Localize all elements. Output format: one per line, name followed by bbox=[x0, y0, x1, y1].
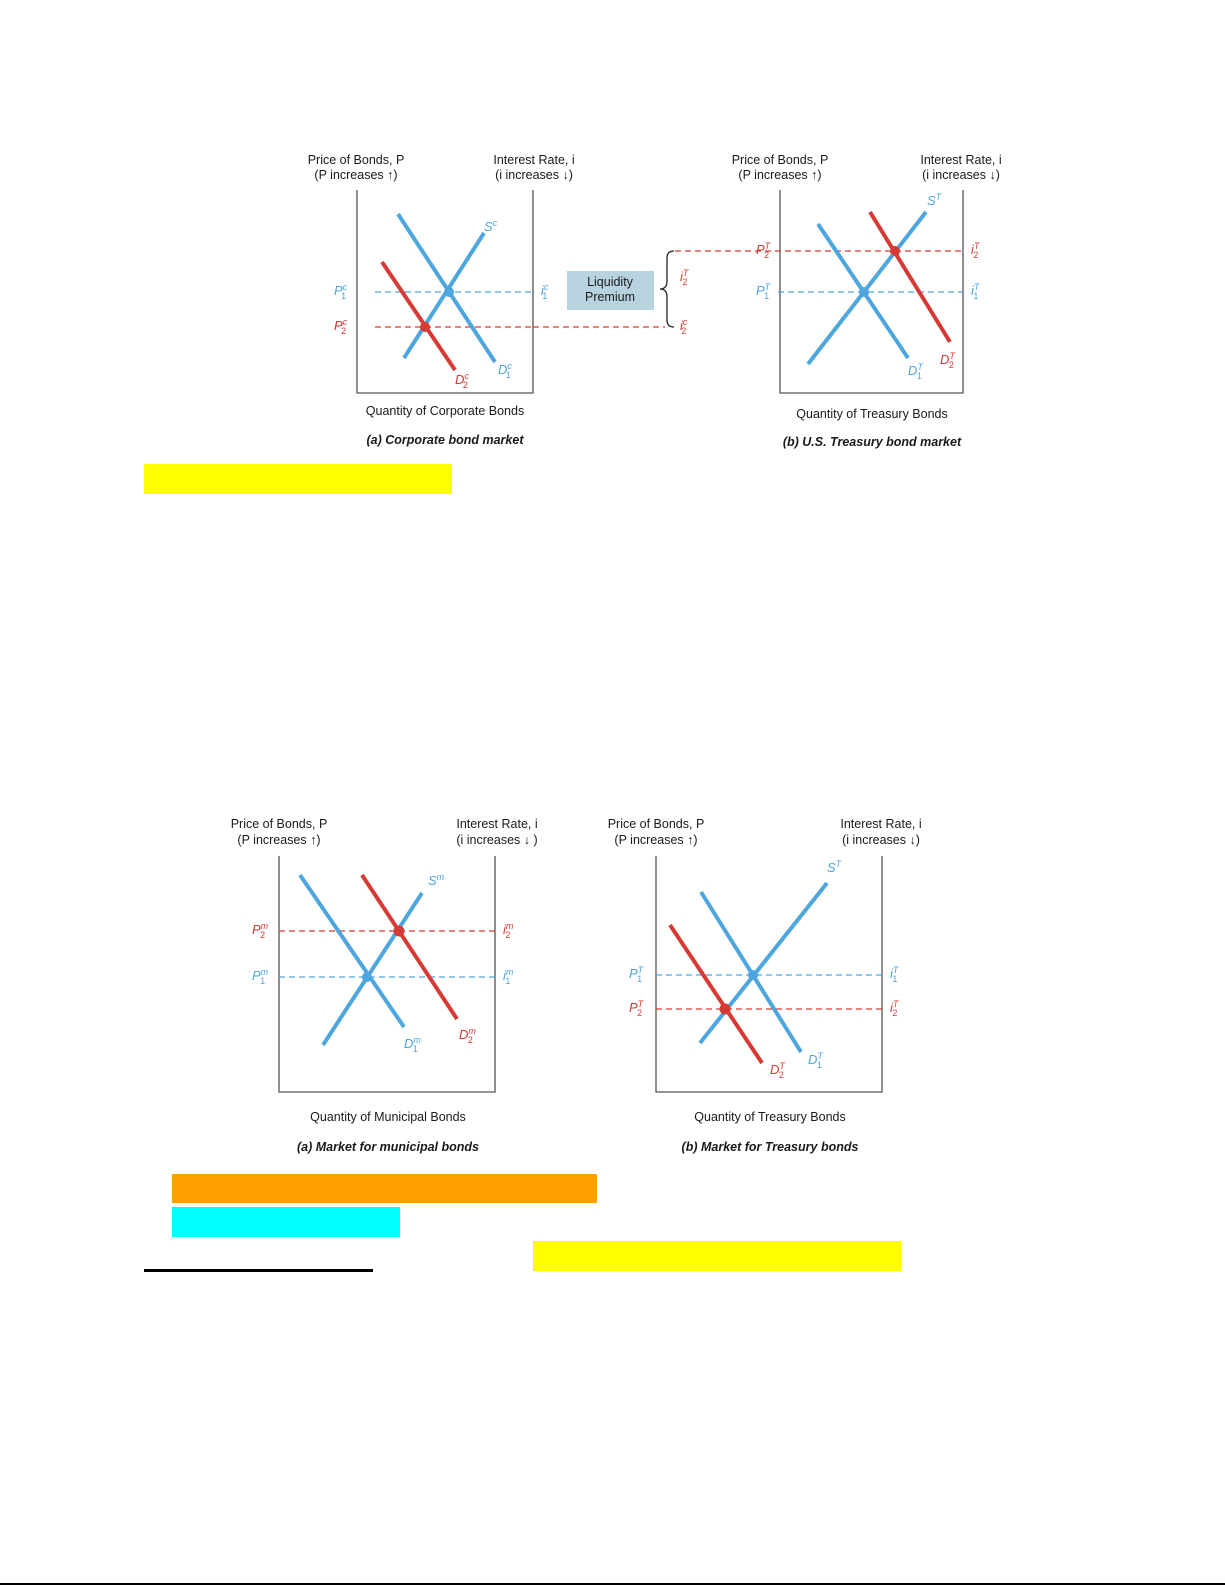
rate-axis-sublabel: (i increases ↓ ) bbox=[456, 833, 538, 847]
rate-axis-label: Interest Rate, i bbox=[920, 153, 1002, 167]
rate-level-i2-label: $i^T$ 2 bbox=[890, 999, 899, 1018]
quantity-axis-label: Quantity of Municipal Bonds bbox=[310, 1110, 466, 1124]
liquidity-premium-annotation bbox=[567, 251, 690, 336]
price-axis-label: Price of Bonds, P bbox=[731, 153, 829, 167]
rate-level-i2-label: $i^m$ 2 bbox=[503, 921, 514, 940]
highlight-bar-yellow-2 bbox=[533, 1241, 901, 1271]
figure-caption: (b) Market for Treasury bonds bbox=[681, 1140, 859, 1154]
demand-d1-label: $D^T$ 1 bbox=[908, 362, 923, 381]
supply-curve-label: $S^T$ bbox=[827, 859, 842, 875]
demand-d1-label: $D^m$ 1 bbox=[404, 1035, 421, 1054]
treasury-bond-market-diagram-b bbox=[608, 817, 922, 1154]
underline-rule bbox=[144, 1269, 373, 1272]
rate-level-i2-label: $i^T$ 2 bbox=[971, 241, 980, 260]
demand-d1-label: $D^c$ 1 bbox=[498, 361, 512, 380]
price-axis-label: Price of Bonds, P bbox=[607, 817, 705, 831]
brace-i2t-label: $i^T$ 2 bbox=[680, 268, 689, 287]
demand-d2-label: $D^m$ 2 bbox=[459, 1026, 476, 1045]
equilibrium-point-1 bbox=[362, 972, 372, 982]
highlight-bar-cyan bbox=[172, 1207, 400, 1237]
supply-curve-label: $S^T$ bbox=[927, 192, 942, 208]
price-axis-sublabel: (P increases ↑) bbox=[314, 168, 398, 182]
liquidity-premium-line2: Premium bbox=[584, 290, 636, 304]
rate-level-i1-label: $i^T$ 1 bbox=[971, 282, 980, 301]
supply-curve-s bbox=[404, 233, 484, 358]
rate-level-i1-label: $i^c$ 1 bbox=[541, 282, 549, 301]
demand-curve-d2 bbox=[382, 262, 455, 370]
rate-axis-label: Interest Rate, i bbox=[493, 153, 575, 167]
plot-frame bbox=[656, 856, 882, 1092]
demand-curve-d2 bbox=[670, 925, 762, 1063]
figure-caption: (a) Market for municipal bonds bbox=[297, 1140, 479, 1154]
figure-caption: (a) Corporate bond market bbox=[366, 433, 524, 447]
rate-level-i1-label: $i^T$ 1 bbox=[890, 965, 899, 984]
demand-curve-d2 bbox=[362, 875, 457, 1019]
quantity-axis-label: Quantity of Treasury Bonds bbox=[694, 1110, 846, 1124]
brace-i2c-label: $i^c$ 2 bbox=[680, 317, 688, 336]
demand-d2-label: $D^T$ 2 bbox=[940, 351, 955, 370]
demand-d2-label: $D^c$ 2 bbox=[455, 371, 469, 390]
quantity-axis-label: Quantity of Corporate Bonds bbox=[365, 404, 525, 418]
rate-axis-label: Interest Rate, i bbox=[456, 817, 538, 831]
supply-curve-s bbox=[700, 883, 827, 1043]
equilibrium-point-1 bbox=[748, 970, 758, 980]
demand-d2-label: $D^T$ 2 bbox=[770, 1061, 785, 1080]
treasury-bond-market-diagram bbox=[675, 153, 1002, 449]
price-axis-sublabel: (P increases ↑) bbox=[738, 168, 822, 182]
price-axis-sublabel: (P increases ↑) bbox=[614, 833, 698, 847]
price-level-p2-label: $P^c$ 2 bbox=[334, 317, 348, 336]
equilibrium-point-2 bbox=[394, 926, 405, 937]
price-level-p2-label: $P^T$ 2 bbox=[629, 999, 644, 1018]
rate-axis-sublabel: (i increases ↓) bbox=[495, 168, 573, 182]
supply-curve-label: $S^c$ bbox=[484, 218, 498, 234]
municipal-bond-market-diagram bbox=[231, 817, 538, 1154]
rate-level-i1-label: $i^m$ 1 bbox=[503, 967, 514, 986]
price-level-p1-label: $P^c$ 1 bbox=[334, 282, 348, 301]
supply-curve-label: $S^m$ bbox=[428, 872, 445, 888]
figure-caption: (b) U.S. Treasury bond market bbox=[782, 435, 962, 449]
equilibrium-point-2 bbox=[420, 322, 430, 332]
equilibrium-point-1 bbox=[444, 287, 454, 297]
equilibrium-point-2 bbox=[890, 246, 900, 256]
quantity-axis-label: Quantity of Treasury Bonds bbox=[796, 407, 948, 421]
rate-axis-sublabel: (i increases ↓) bbox=[842, 833, 920, 847]
demand-d1-label: $D^T$ 1 bbox=[808, 1051, 823, 1070]
price-level-p1-label: $P^T$ 1 bbox=[756, 282, 771, 301]
price-axis-sublabel: (P increases ↑) bbox=[237, 833, 321, 847]
price-level-p2-label: $P^m$ 2 bbox=[252, 921, 269, 940]
price-axis-label: Price of Bonds, P bbox=[230, 817, 328, 831]
rate-axis-label: Interest Rate, i bbox=[840, 817, 922, 831]
supply-curve-s bbox=[323, 893, 422, 1045]
brace-icon bbox=[660, 251, 674, 327]
rate-axis-sublabel: (i increases ↓) bbox=[922, 168, 1000, 182]
price-level-p1-label: $P^m$ 1 bbox=[252, 967, 269, 986]
price-level-p1-label: $P^T$ 1 bbox=[629, 965, 644, 984]
highlight-bar-yellow bbox=[144, 464, 452, 494]
equilibrium-point-1 bbox=[859, 287, 869, 297]
equilibrium-point-2 bbox=[720, 1004, 731, 1015]
demand-curve-d1 bbox=[300, 875, 404, 1027]
highlight-bar-orange bbox=[172, 1174, 597, 1203]
price-axis-label: Price of Bonds, P bbox=[307, 153, 405, 167]
price-level-p2-label: $P^T$ 2 bbox=[756, 241, 771, 260]
liquidity-premium-line1: Liquidity bbox=[587, 275, 633, 289]
